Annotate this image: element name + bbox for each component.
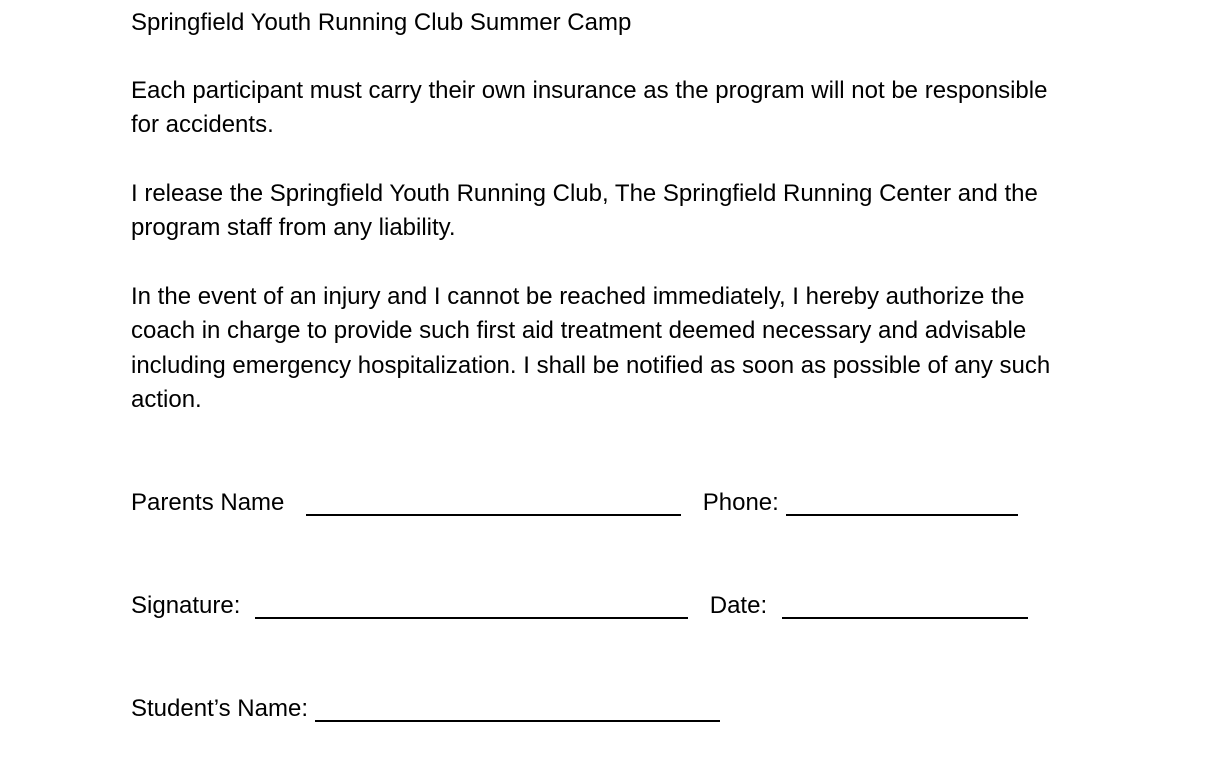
student-name-label: Student’s Name:	[131, 695, 308, 722]
signature-label: Signature:	[131, 592, 241, 619]
insurance-paragraph: Each participant must carry their own insurance as the program will not be responsible for accidents.	[131, 77, 1048, 139]
parents-name-line[interactable]	[306, 486, 681, 516]
parent-phone-row	[131, 486, 1018, 520]
date-line[interactable]	[782, 589, 1028, 619]
student-name-row	[131, 692, 720, 726]
phone-line[interactable]	[786, 486, 1018, 516]
phone-label: Phone:	[702, 489, 779, 516]
medical-authorization-paragraph: In the event of an injury and I cannot be reached immediately, I hereby authorize the coach in charge to provide such first aid treatment deemed necessary and advisable including emergency hospitalization. I shall be notified as soon as possible of any such action.	[131, 283, 1051, 414]
signature-date-row	[131, 589, 1028, 623]
parents-name-label: Parents Name	[131, 489, 285, 516]
document-title: Springfield Youth Running Club Summer Camp	[131, 9, 632, 36]
liability-release-paragraph: I release the Springfield Youth Running Club, The Springfield Running Center and the program staff from any liability.	[131, 180, 1038, 242]
date-label: Date:	[709, 592, 768, 619]
student-name-line[interactable]	[315, 692, 720, 722]
signature-line[interactable]	[255, 589, 688, 619]
